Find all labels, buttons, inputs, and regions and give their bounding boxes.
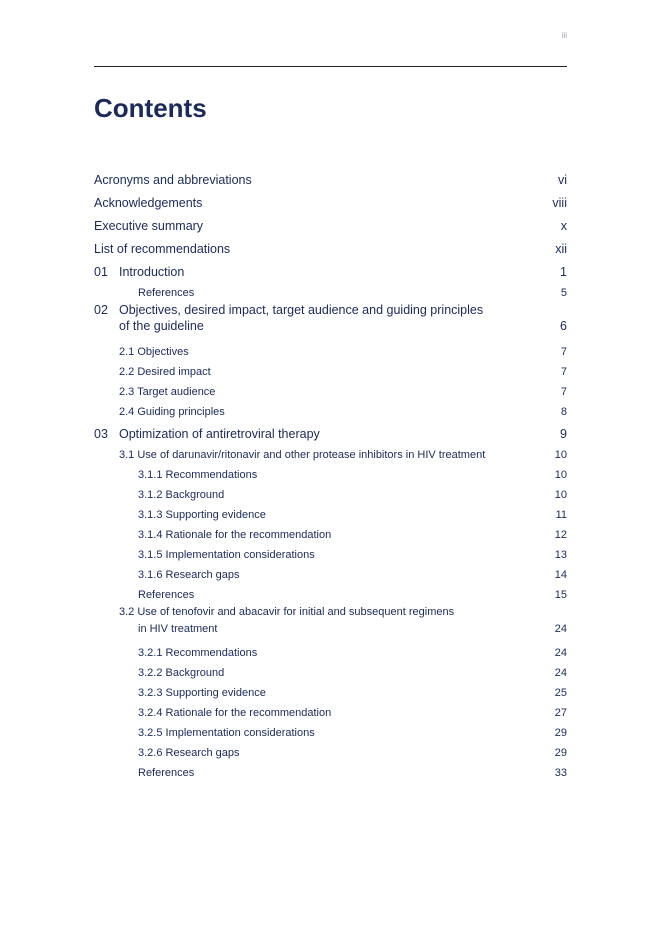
page-number: iii <box>561 31 567 40</box>
toc-entry-page: 29 <box>554 747 567 759</box>
toc-entry-label: Acronyms and abbreviations <box>94 173 252 187</box>
toc-entry-page: 8 <box>560 406 567 418</box>
toc-entry-label: 3.1.6 Research gaps <box>138 569 240 581</box>
toc-entry-label: References <box>138 287 195 299</box>
toc-entry-page: viii <box>552 196 567 210</box>
toc-entry-page: 24 <box>554 667 567 679</box>
toc-chapter-01[interactable] <box>94 256 567 279</box>
toc-entry-label: 3.1.2 Background <box>138 489 225 501</box>
toc-entry-3-2-3[interactable] <box>94 679 567 699</box>
toc-entry-references[interactable] <box>94 759 567 779</box>
toc-entry-3-2-6[interactable] <box>94 739 567 759</box>
toc-entry-page: 10 <box>554 469 567 481</box>
toc-entry-target-audience[interactable] <box>94 378 567 398</box>
toc-entry-label: 3.2.1 Recommendations <box>138 647 258 659</box>
toc-entry-guiding-principles[interactable] <box>94 398 567 418</box>
chapter-number: 03 <box>94 427 108 441</box>
header-rule <box>94 66 567 67</box>
toc-entry-3-2-1[interactable] <box>94 639 567 659</box>
chapter-title <box>119 302 483 334</box>
chapter-title-line2: of the guideline <box>119 319 204 333</box>
toc-entry-3-2-4[interactable] <box>94 699 567 719</box>
toc-entry-label: 3.2.3 Supporting evidence <box>138 687 266 699</box>
toc-entry-page: 7 <box>560 386 567 398</box>
toc-entry-label: 3.2.6 Research gaps <box>138 747 240 759</box>
section-title-line1: 3.2 Use of tenofovir and abacavir for initial and subsequent regimens <box>119 606 455 618</box>
chapter-number: 02 <box>94 303 108 317</box>
toc-entry-page: 15 <box>554 589 567 601</box>
toc-entry-3-1-3[interactable] <box>94 501 567 521</box>
toc-chapter-label <box>94 427 320 441</box>
toc-chapter-03[interactable] <box>94 418 567 441</box>
toc-entry-label: 3.2.4 Rationale for the recommendation <box>138 707 332 719</box>
toc-entry-3-1-1[interactable] <box>94 461 567 481</box>
toc-entry-list-of-recommendations[interactable] <box>94 233 567 256</box>
toc-entry-section-3-2[interactable] <box>94 604 567 637</box>
toc-entry-label: 2.1 Objectives <box>119 346 189 358</box>
toc-entry-label <box>94 604 454 637</box>
toc-chapter-label <box>94 302 483 334</box>
chapter-title-line1: Objectives, desired impact, target audience and guiding principles <box>119 303 484 317</box>
toc-entry-label: 3.1.4 Rationale for the recommendation <box>138 529 332 541</box>
toc-entry-page: 10 <box>554 489 567 501</box>
toc-entry-3-2-5[interactable] <box>94 719 567 739</box>
toc-entry-label: 3.1.1 Recommendations <box>138 469 258 481</box>
toc-entry-label: 2.4 Guiding principles <box>119 406 225 418</box>
toc-entry-references[interactable] <box>94 279 567 299</box>
toc-entry-page: 13 <box>554 549 567 561</box>
toc-entry-references[interactable] <box>94 581 567 601</box>
toc-entry-label: 3.1.3 Supporting evidence <box>138 509 266 521</box>
toc-entry-section-3-1[interactable] <box>94 441 567 461</box>
toc-chapter-02[interactable] <box>94 302 567 334</box>
toc-entry-label: Executive summary <box>94 219 204 233</box>
toc-entry-page: 10 <box>554 449 567 461</box>
toc-entry-page: 1 <box>560 265 567 279</box>
toc-entry-label: 3.1.5 Implementation considerations <box>138 549 315 561</box>
toc-entry-label: Acknowledgements <box>94 196 203 210</box>
page-title: Contents <box>94 93 207 123</box>
toc-entry-page: 25 <box>554 687 567 699</box>
toc-entry-3-1-5[interactable] <box>94 541 567 561</box>
toc-entry-3-1-6[interactable] <box>94 561 567 581</box>
toc-entry-page: x <box>560 219 567 233</box>
toc-entry-label: 2.3 Target audience <box>119 386 216 398</box>
toc-entry-acronyms[interactable] <box>94 164 567 187</box>
toc-entry-page: 14 <box>554 569 567 581</box>
toc-entry-objectives[interactable] <box>94 338 567 358</box>
section-title-line2: in HIV treatment <box>138 622 218 635</box>
toc-entry-page: 12 <box>554 529 567 541</box>
toc-chapter-label <box>94 265 184 279</box>
table-of-contents <box>94 164 567 779</box>
toc-entry-label: 3.2.2 Background <box>138 667 225 679</box>
toc-entry-3-2-2[interactable] <box>94 659 567 679</box>
toc-entry-label: References <box>138 767 195 779</box>
toc-entry-3-1-2[interactable] <box>94 481 567 501</box>
toc-entry-desired-impact[interactable] <box>94 358 567 378</box>
toc-entry-label: 2.2 Desired impact <box>119 366 211 378</box>
toc-entry-page: 11 <box>555 509 567 521</box>
toc-entry-label: 3.1 Use of darunavir/ritonavir and other protease inhibitors in HIV treatment <box>119 449 486 461</box>
chapter-title: Introduction <box>119 265 185 279</box>
toc-entry-acknowledgements[interactable] <box>94 187 567 210</box>
chapter-title: Optimization of antiretroviral therapy <box>119 427 320 441</box>
toc-entry-page: 24 <box>554 622 567 635</box>
toc-entry-page: 24 <box>554 647 567 659</box>
toc-entry-label: List of recommendations <box>94 242 231 256</box>
toc-entry-page: 27 <box>554 707 567 719</box>
chapter-number: 01 <box>94 265 108 279</box>
toc-entry-executive-summary[interactable] <box>94 210 567 233</box>
toc-entry-page: 29 <box>554 727 567 739</box>
toc-entry-3-1-4[interactable] <box>94 521 567 541</box>
toc-entry-page: 7 <box>560 346 567 358</box>
toc-entry-label: References <box>138 589 195 601</box>
toc-entry-page: 6 <box>560 319 567 333</box>
toc-entry-page: vi <box>557 173 567 187</box>
toc-entry-label: 3.2.5 Implementation considerations <box>138 727 315 739</box>
toc-entry-page: 5 <box>560 287 567 299</box>
toc-entry-page: 33 <box>554 767 567 779</box>
toc-entry-page: 7 <box>560 366 567 378</box>
toc-entry-page: xii <box>555 242 567 256</box>
toc-entry-page: 9 <box>560 427 567 441</box>
